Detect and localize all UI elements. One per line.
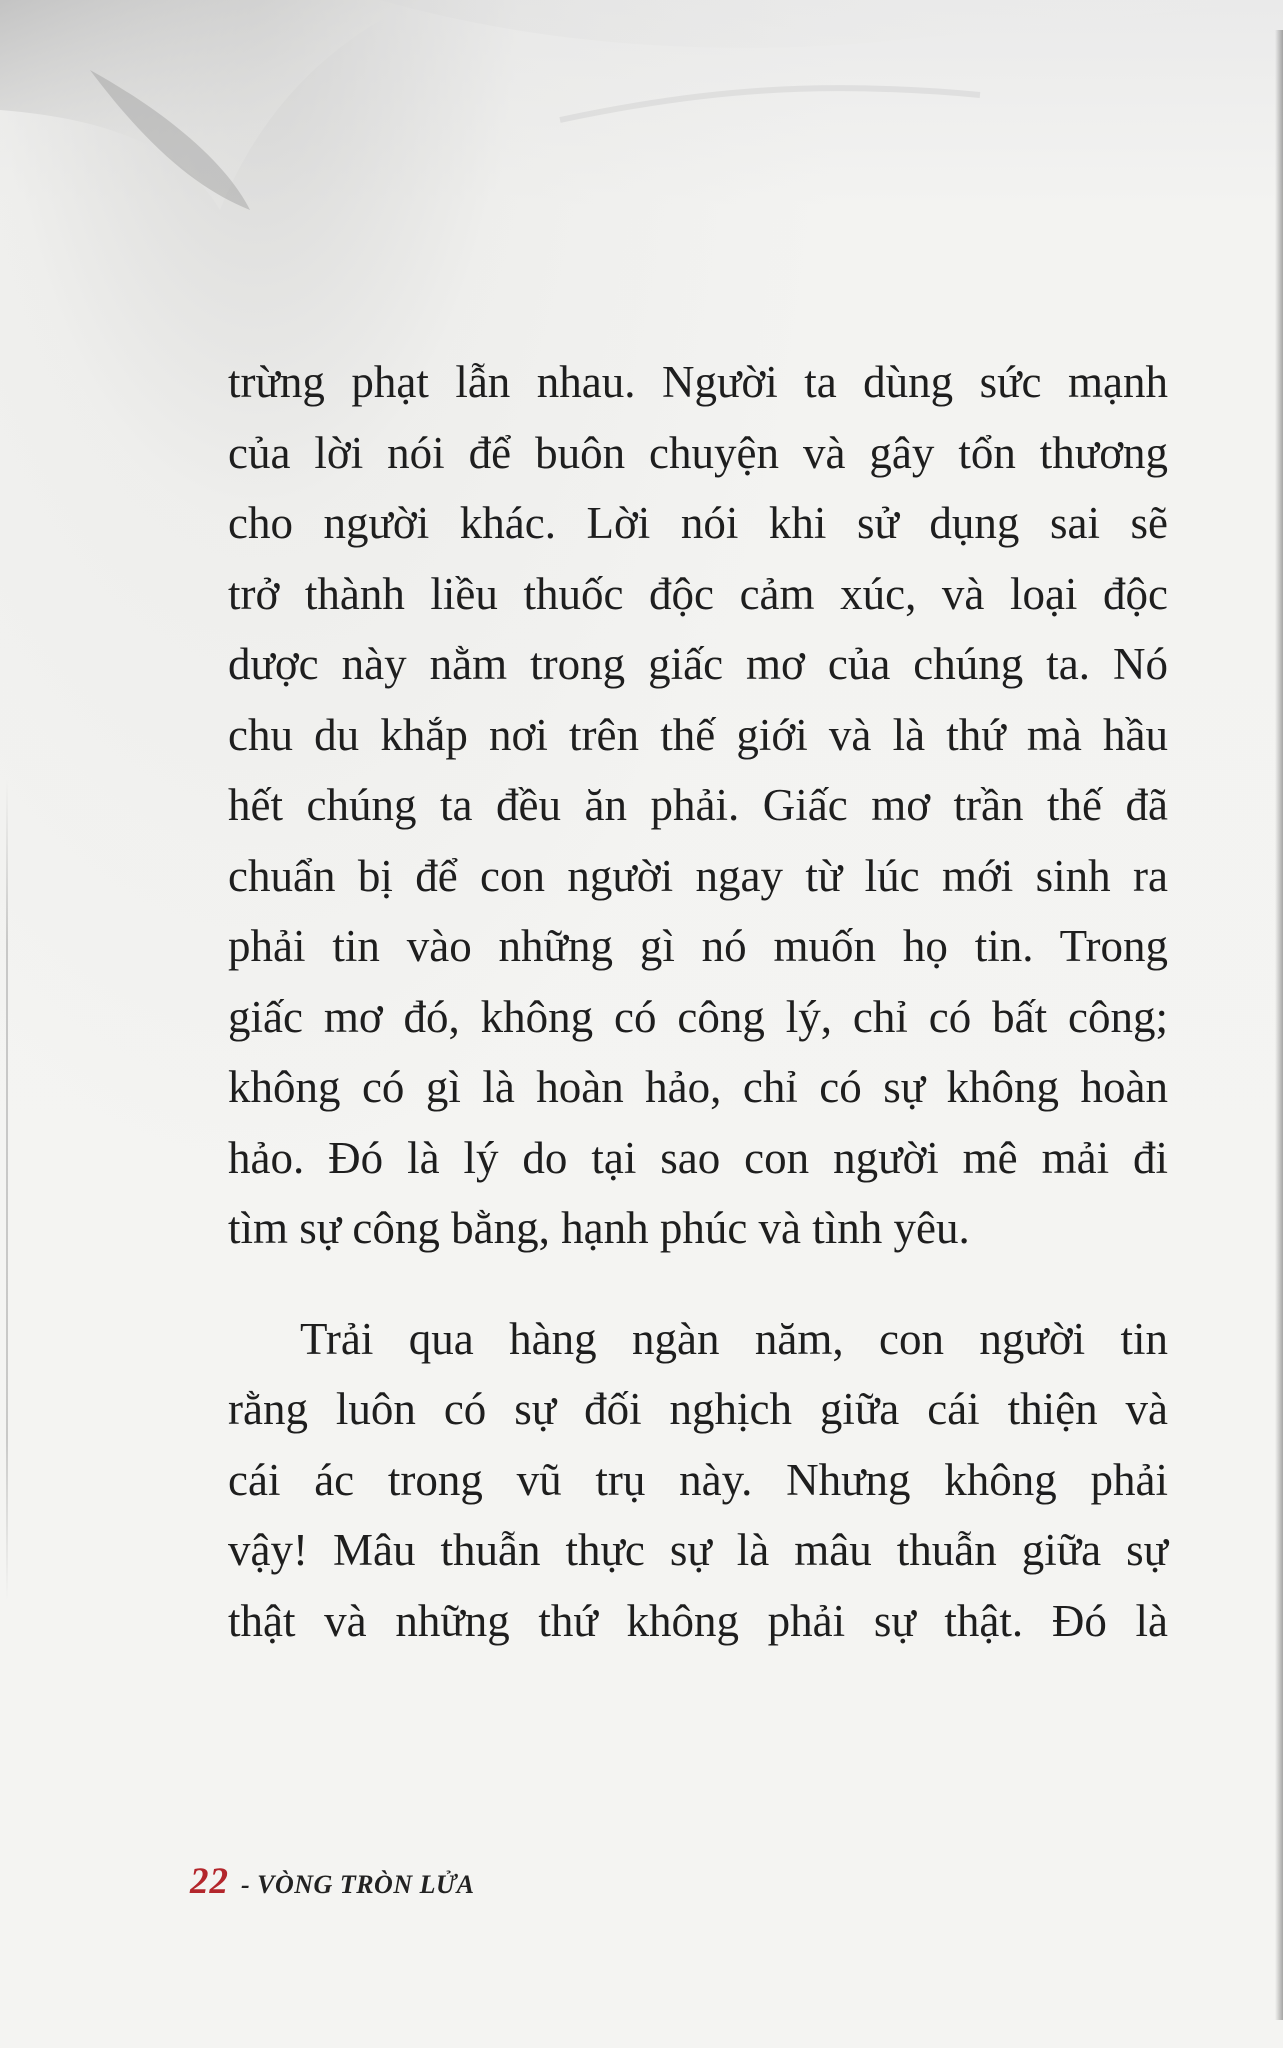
page-footer [190,1860,474,1903]
text-line: cái ác trong vũ trụ này. Nhưng không phải [228,1454,1168,1505]
paragraph-1 [228,347,1168,1264]
text-line: trở thành liều thuốc độc cảm xúc, và loại độc [228,568,1168,619]
text-line: phải tin vào những gì nó muốn họ tin. Trong [228,921,1168,971]
text-line: Trải qua hàng ngàn năm, con người tin [300,1313,1168,1364]
binding-shadow [6,780,8,1600]
text-line: chuẩn bị để con người ngay từ lúc mới sinh ra [228,850,1168,901]
decorative-header-smudge [0,0,1283,320]
paragraph-2 [228,1304,1168,1657]
text-line: hảo. Đó là lý do tại sao con người mê mải đi [228,1132,1168,1183]
text-line: vậy! Mâu thuẫn thực sự là mâu thuẫn giữa sự [228,1525,1168,1575]
running-title: - VÒNG TRÒN LỬA [241,1870,475,1899]
page-edge-shadow [1275,30,1283,2020]
text-line: rằng luôn có sự đối nghịch giữa cái thiện và [228,1384,1168,1434]
body-text [228,347,1168,1656]
text-line: không có gì là hoàn hảo, chỉ có sự không hoàn [228,1062,1168,1112]
text-line: thật và những thứ không phải sự thật. Đó là [228,1595,1168,1646]
text-line: giấc mơ đó, không có công lý, chỉ có bất công; [228,991,1168,1042]
text-line: dược này nằm trong giấc mơ của chúng ta. Nó [228,639,1168,689]
text-line: hết chúng ta đều ăn phải. Giấc mơ trần thế đã [228,780,1168,830]
text-line: tìm sự công bằng, hạnh phúc và tình yêu. [228,1203,970,1253]
text-line: trừng phạt lẫn nhau. Người ta dùng sức mạnh [228,357,1168,407]
text-line: cho người khác. Lời nói khi sử dụng sai sẽ [228,498,1168,548]
text-line: chu du khắp nơi trên thế giới và là thứ mà hầu [228,709,1168,760]
page-number: 22 [190,1861,229,1902]
text-line: của lời nói để buôn chuyện và gây tổn thương [228,427,1168,478]
